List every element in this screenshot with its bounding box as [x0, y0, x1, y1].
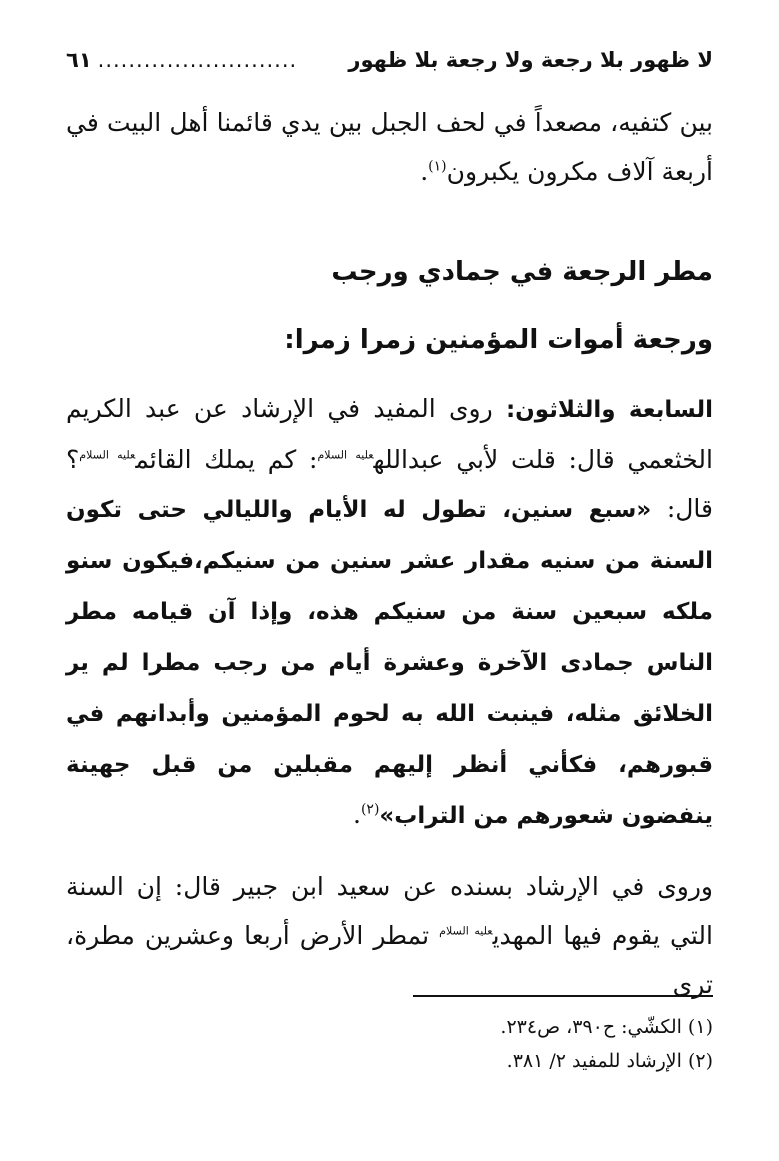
paragraph-end: . — [420, 157, 429, 186]
footnote-1: (١) الكشّي: ح٣٩٠، ص٢٣٤. — [500, 1016, 713, 1038]
section-heading: مطر الرجعة في جمادي ورجب — [331, 257, 713, 287]
narration-intro: روى المفيد في الإرشاد عن عبد الكريم الخثعمي قال: قلت لأبي عبدالله — [66, 394, 713, 474]
narration-quote: «سبع سنين، تطول له الأيام والليالي حتى تكون السنة من سنيه مقدار عشر سنين من سنيكم،فيكون سنو ملكه سبعين سنة من سنيكم هذه، وإذا آن قيامه مطر الناس جمادى الآخرة وعشرة أيام من رجب مطرا لم ير الخلائق مثله، فينبت الله به لحوم المؤمنين وأبدانهم في قبورهم، فكأني أنظر إليهم مقبلين من قبل جهينة ينفضون شعورهم من التراب» — [66, 497, 713, 829]
paragraph-text-b: تمطر الأرض أربعا وعشرين مطرة، ترى — [66, 921, 713, 999]
paragraph-text: بين كتفيه، مصعداً في لحف الجبل بين يدي قائمنا أهل البيت في أربعة آلاف مكرون يكبرون — [66, 108, 713, 186]
paragraph-continuation — [66, 98, 713, 196]
narration-intro-b: : كم يملك القائم — [135, 445, 318, 474]
running-head-dots: .......................... — [97, 48, 298, 72]
narration-intro-c: ؟ قال: — [66, 445, 713, 523]
paragraph-end: . — [353, 800, 361, 829]
footnote-ref-1: (١) — [428, 158, 447, 175]
footnote-divider — [413, 995, 713, 997]
honorific-glyph: عليه السلام — [439, 924, 493, 938]
honorific-glyph: عليه السلام — [317, 448, 374, 462]
running-head — [66, 40, 713, 80]
footnote-ref-2: (٢) — [360, 801, 380, 818]
narration-number: السابعة والثلاثون: — [505, 397, 713, 423]
page-number: ٦١ — [66, 48, 92, 72]
running-head-title: لا ظهور بلا رجعة ولا رجعة بلا ظهور — [348, 48, 713, 72]
footnotes — [66, 1010, 713, 1078]
section-subheading: ورجعة أموات المؤمنين زمرا زمرا: — [284, 325, 713, 355]
paragraph-next — [66, 862, 713, 1009]
paragraph-text: وروى في الإرشاد بسنده عن سعيد ابن جبير قال: إن السنة التي يقوم فيها المهدي — [66, 872, 713, 950]
honorific-glyph: عليه السلام — [79, 448, 136, 462]
paragraph-narration — [66, 384, 713, 841]
footnote-2: (٢) الإرشاد للمفيد ٢/ ٣٨١. — [506, 1050, 713, 1072]
